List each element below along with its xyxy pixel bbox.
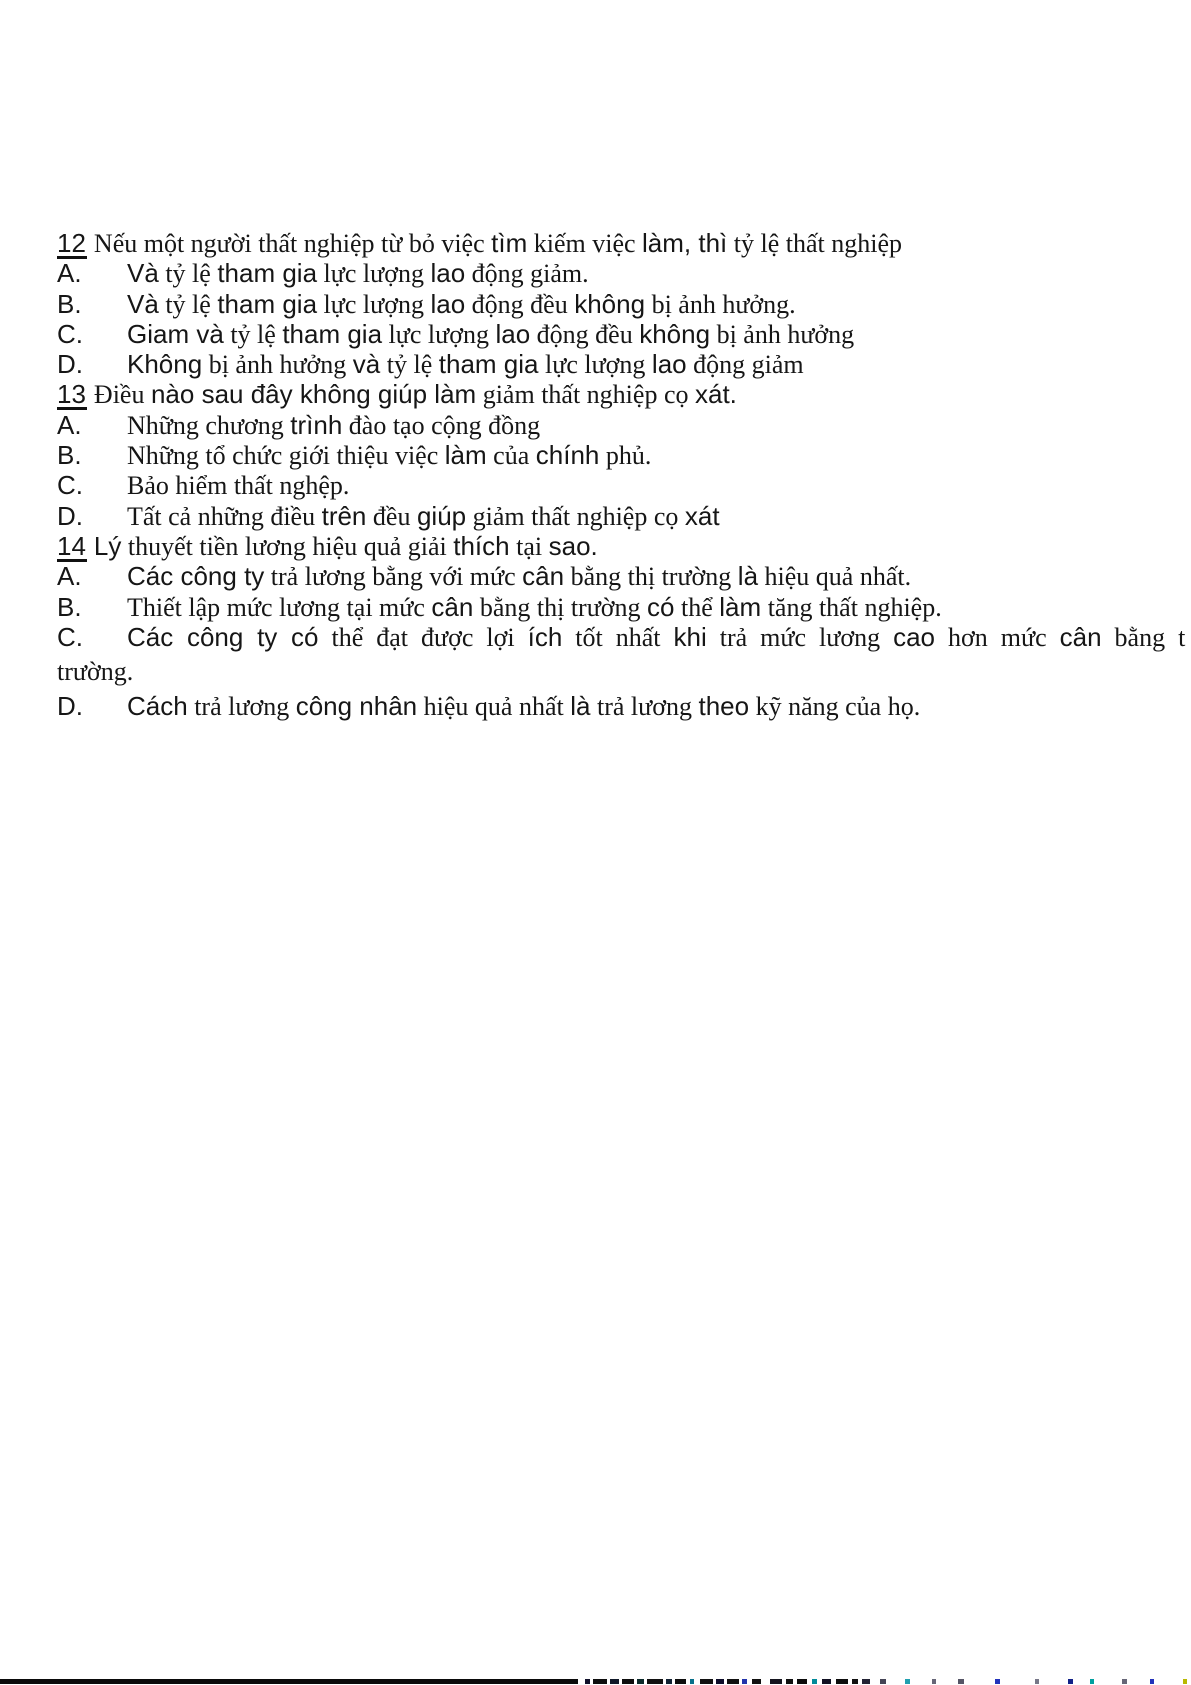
option-letter: D. xyxy=(57,500,83,531)
option-letter: A. xyxy=(57,561,82,592)
text-run: cao xyxy=(893,621,936,652)
text-run: làm xyxy=(444,440,487,471)
question-13-option-a xyxy=(57,410,1121,440)
footer-mark xyxy=(812,1679,817,1684)
text-run: tăng thất nghiệp. xyxy=(761,592,942,622)
text-run: giảm thất nghiệp cọ xyxy=(466,501,685,531)
text-run: bị ảnh hưởng xyxy=(202,350,353,380)
text-run: Những tổ chức giới thiệu việc xyxy=(127,441,445,471)
text-run: cân xyxy=(522,561,565,592)
footer-mark xyxy=(836,1679,848,1684)
question-13-option-c xyxy=(57,470,1121,500)
footer-mark xyxy=(770,1679,782,1684)
footer-mark xyxy=(1035,1679,1039,1684)
footer-mark xyxy=(905,1679,910,1684)
text-run: làm, thì xyxy=(642,228,728,258)
text-run: là xyxy=(570,691,591,722)
text-run: tại xyxy=(509,531,549,561)
text-run: bằng thị trường xyxy=(473,592,648,622)
text-run: Lý xyxy=(93,530,122,561)
text-run: ích xyxy=(527,621,563,652)
text-run: Và xyxy=(127,258,159,289)
footer-mark xyxy=(995,1679,1000,1684)
footer-mark xyxy=(593,1679,607,1684)
footer-mark xyxy=(786,1679,793,1684)
option-letter: A. xyxy=(57,258,82,289)
text-run: lao xyxy=(495,318,531,349)
footer-mark xyxy=(1183,1679,1187,1684)
text-run: động đều xyxy=(530,319,640,349)
text-run: tham gia xyxy=(438,349,539,380)
question-14-option-c xyxy=(57,621,1186,652)
text-run: tham gia xyxy=(217,258,318,289)
footer-mark xyxy=(585,1679,590,1684)
question-13-option-b xyxy=(57,440,1121,470)
text-run: tỷ lệ xyxy=(223,319,283,349)
text-run: thể xyxy=(674,592,720,622)
text-run: Các công ty có xyxy=(127,621,319,652)
option-letter: D. xyxy=(57,691,83,722)
text-run: tham gia xyxy=(217,288,318,319)
text-run: động giảm. xyxy=(465,259,589,289)
footer-mark xyxy=(700,1679,713,1684)
text-run: Nếu một người thất nghiệp từ bỏ việc xyxy=(93,229,492,258)
text-run: trình xyxy=(290,409,343,440)
text-run: là xyxy=(737,561,759,592)
text-run: Điều xyxy=(93,380,151,410)
text-run: Không xyxy=(127,349,203,380)
option-letter: A. xyxy=(57,409,82,440)
text-run: giảm thất nghiệp cọ xyxy=(476,380,695,410)
text-run: thể đạt được lợi xyxy=(318,622,528,652)
question-14-option-d xyxy=(57,691,1121,721)
text-run: bị ảnh hưởng. xyxy=(645,289,796,319)
text-run: tỷ lệ xyxy=(158,289,218,319)
footer-mark xyxy=(932,1679,936,1684)
text-run: tốt nhất xyxy=(562,622,674,652)
question-number: 14 xyxy=(57,530,86,561)
text-run: lao xyxy=(651,349,687,380)
option-letter: B. xyxy=(57,288,82,319)
text-run: xát. xyxy=(694,379,737,410)
text-run: tìm xyxy=(491,228,528,258)
text-run: Các công ty xyxy=(127,561,265,592)
question-12-line xyxy=(57,228,1121,258)
question-12-option-c xyxy=(57,319,1121,349)
text-run: hiệu quả nhất. xyxy=(758,562,912,592)
text-run: tỷ lệ thất nghiệp xyxy=(727,229,903,258)
text-run: tham gia xyxy=(282,318,383,349)
text-run: bằng t xyxy=(1101,622,1186,652)
question-12-option-a xyxy=(57,258,1121,288)
footer-mark xyxy=(1122,1679,1127,1684)
text-run: bị ảnh hưởng xyxy=(710,319,855,349)
question-12-option-d xyxy=(57,349,1121,379)
text-run: sao. xyxy=(548,530,598,561)
text-run: phủ. xyxy=(599,441,652,471)
option-letter: C. xyxy=(57,621,83,652)
text-run: lực lượng xyxy=(317,289,431,319)
text-run: lực lượng xyxy=(382,319,496,349)
text-run: động đều xyxy=(465,289,575,319)
footer-mark xyxy=(880,1679,886,1684)
footer-mark xyxy=(727,1679,739,1684)
question-12-option-b xyxy=(57,289,1121,319)
text-run: thích xyxy=(453,530,510,561)
question-block xyxy=(57,228,1186,722)
text-run: Thiết lập mức lương tại mức xyxy=(127,592,432,622)
text-run: hiệu quả nhất xyxy=(417,692,571,722)
text-run: làm xyxy=(719,591,762,622)
text-run: của xyxy=(486,441,536,471)
option-letter: D. xyxy=(57,349,83,380)
text-run: trả lương bằng với mức xyxy=(264,562,523,592)
question-14-option-a xyxy=(57,561,1121,591)
text-run: cân xyxy=(1059,621,1102,652)
text-run: xát xyxy=(684,500,720,531)
footer-mark xyxy=(742,1679,747,1684)
footer-mark xyxy=(637,1679,644,1684)
text-run: và xyxy=(352,349,381,380)
footer-mark xyxy=(610,1679,619,1684)
text-run: kỹ năng của họ. xyxy=(749,692,921,722)
footer-mark xyxy=(797,1679,807,1684)
footer-mark xyxy=(666,1679,672,1684)
text-run: tỷ lệ xyxy=(158,259,218,289)
text-run: bằng thị trường xyxy=(564,562,738,592)
footer-mark xyxy=(675,1679,686,1684)
footer-mark xyxy=(862,1679,870,1684)
text-run: cân xyxy=(431,591,474,622)
footer-mark xyxy=(822,1679,831,1684)
text-run: không xyxy=(574,288,646,319)
text-run: không xyxy=(639,318,711,349)
text-run: lao xyxy=(430,258,466,289)
text-run: tỷ lệ xyxy=(380,350,439,380)
text-run: Bảo hiểm thất nghệp. xyxy=(127,471,350,501)
text-run: theo xyxy=(698,691,750,722)
footer-mark xyxy=(647,1679,663,1684)
text-run: có xyxy=(647,591,675,622)
question-13-line xyxy=(57,379,1121,409)
footer-mark xyxy=(716,1679,724,1684)
text-run: chính xyxy=(535,440,600,471)
option-letter: C. xyxy=(57,318,83,349)
text-run: Giam và xyxy=(127,318,224,349)
option-letter: C. xyxy=(57,470,83,501)
footer-mark xyxy=(752,1679,761,1684)
text-run: đào tạo cộng đồng xyxy=(342,410,541,440)
option-letter: B. xyxy=(57,440,82,471)
text-run: giúp xyxy=(416,500,467,531)
text-run: lao xyxy=(430,288,466,319)
footer-mark xyxy=(1150,1679,1154,1684)
footer-mark xyxy=(690,1679,694,1684)
text-run: Tất cả những điều xyxy=(127,501,322,531)
text-run: trả mức lương xyxy=(706,622,894,652)
text-run: Và xyxy=(127,288,159,319)
option-letter: B. xyxy=(57,591,82,622)
question-number: 12 xyxy=(57,228,86,258)
question-number: 13 xyxy=(57,379,86,410)
question-14-option-c-continuation xyxy=(57,657,1121,687)
footer-garbled-text xyxy=(0,1679,1191,1685)
text-run: động giảm xyxy=(686,350,804,380)
text-run: đều xyxy=(366,501,417,531)
text-run: Cách xyxy=(127,691,188,722)
footer-mark xyxy=(852,1679,858,1684)
text-run: Những chương xyxy=(127,410,291,440)
question-13-option-d xyxy=(57,501,1121,531)
text-run: lực lượng xyxy=(538,350,652,380)
footer-mark xyxy=(1090,1679,1094,1684)
text-run: trả lương xyxy=(187,692,296,722)
text-run: trên xyxy=(321,500,367,531)
text-run: lực lượng xyxy=(317,259,431,289)
text-run: nào sau đây không giúp làm xyxy=(150,379,477,410)
question-14-line xyxy=(57,531,1121,561)
text-run: trường. xyxy=(57,656,134,686)
question-14-option-b xyxy=(57,592,1121,622)
text-run: khi xyxy=(673,621,707,652)
text-run: hơn mức xyxy=(935,622,1060,652)
text-run: kiếm việc xyxy=(527,229,643,258)
footer-mark xyxy=(958,1679,964,1684)
text-run: thuyết tiền lương hiệu quả giải xyxy=(121,531,454,561)
text-run: trả lương xyxy=(590,692,699,722)
footer-mark xyxy=(1068,1679,1073,1684)
footer-mark xyxy=(622,1679,634,1684)
text-run: công nhân xyxy=(295,691,418,722)
